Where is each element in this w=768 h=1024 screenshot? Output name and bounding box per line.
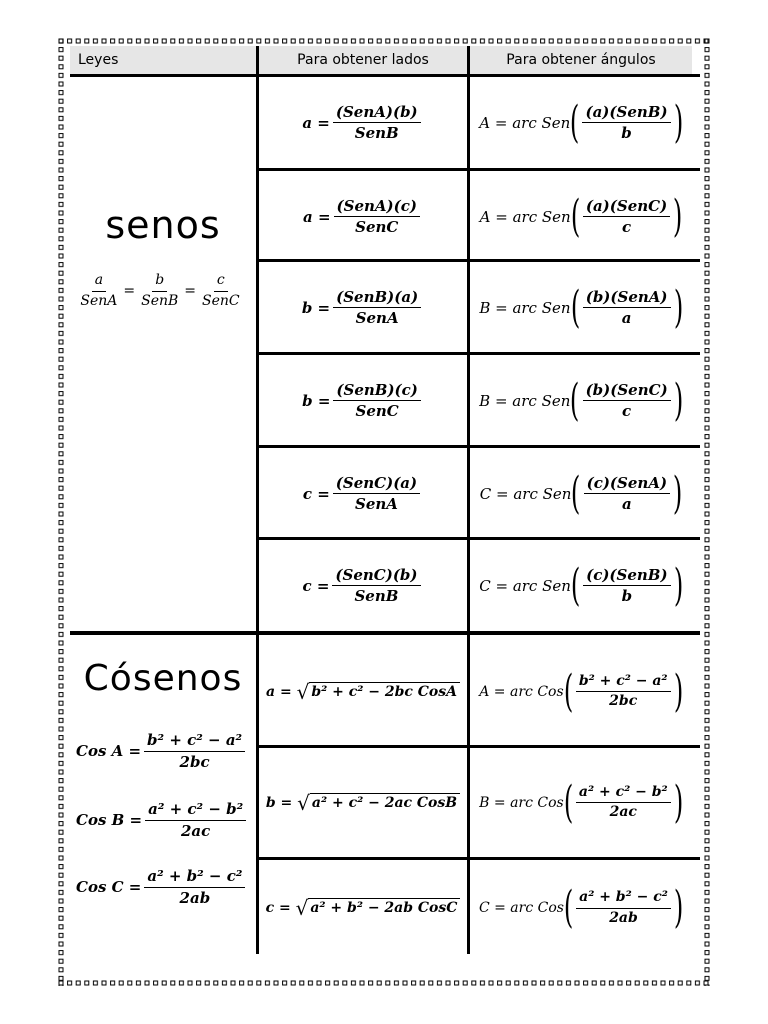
cosenos-side-formula: a = √ b² + c² − 2bc CosA — [259, 638, 467, 745]
senos-angle-formula: A = arc Sen ( $\frac{\text{(a)(SenC)}}{c}$ ) — [479, 190, 683, 242]
cosenos-law-b: Cos B = $\frac{\text{a² + c² − b²}}{2ac}$ — [62, 791, 256, 849]
cosenos-side-formula: c = √ a² + b² − 2ab CosC — [259, 860, 467, 956]
cosenos-angle-formula: A = arc Cos ( $\frac{\text{b² + c² − a²}}{2bc}$ ) — [479, 665, 683, 717]
cosenos-title: Cósenos — [83, 657, 243, 699]
senos-title: senos — [105, 203, 221, 247]
senos-law: $\frac{a}{\text{SenA}}$ = $\frac{b}{\text{SenB}}$ = $\frac{c}{\text{SenC}}$ — [80, 272, 240, 309]
senos-angle-formula: A = arc Sen ( $\frac{\text{(a)(SenB)}}{b}$ ) — [479, 96, 683, 148]
cosenos-angle-formula: B = arc Cos ( $\frac{\text{a² + c² − b²}}{2ac}$ ) — [479, 776, 683, 828]
dotted-border-bottom — [58, 980, 710, 986]
senos-angle-formula: B = arc Sen ( $\frac{\text{(b)(SenC)}}{c}$ ) — [479, 374, 683, 426]
header-lados: Para obtener lados — [259, 46, 467, 74]
dotted-border-right — [704, 38, 710, 986]
cosenos-law-a: Cos A = $\frac{\text{b² + c² − a²}}{2bc}$ — [62, 722, 256, 780]
section-rule — [70, 631, 700, 635]
senos-side-formula: c = $\frac{\text{(SenC)(b)}}{\text{SenB}}$ — [259, 540, 467, 631]
header-angulos: Para obtener ángulos — [470, 46, 692, 74]
senos-side-formula: a = $\frac{\text{(SenA)(c)}}{\text{SenC}}$ — [259, 171, 467, 262]
senos-angle-formula: C = arc Sen ( $\frac{\text{(c)(SenA)}}{a}$ ) — [479, 467, 683, 519]
cosenos-angle-formula: C = arc Cos ( $\frac{\text{a² + b² − c²}}{2ab}$ ) — [478, 882, 684, 933]
senos-angle-formula: C = arc Sen ( $\frac{\text{(c)(SenB)}}{b}$ ) — [479, 559, 683, 611]
senos-side-formula: c = $\frac{\text{(SenC)(a)}}{\text{SenA}}$ — [259, 448, 467, 539]
cosenos-law-c: Cos C = $\frac{\text{a² + b² − c²}}{2ab}$ — [62, 858, 256, 916]
senos-side-formula: a = $\frac{\text{(SenA)(b)}}{\text{SenB}}$ — [259, 77, 467, 168]
senos-side-formula: b = $\frac{\text{(SenB)(c)}}{\text{SenC}}$ — [259, 355, 467, 446]
header-leyes: Leyes — [70, 46, 256, 74]
cosenos-side-formula: b = √ a² + c² − 2ac CosB — [259, 748, 467, 857]
dotted-border-top — [58, 38, 710, 44]
senos-side-formula: b = $\frac{\text{(SenB)(a)}}{\text{SenA}}$ — [259, 262, 467, 353]
senos-angle-formula: B = arc Sen ( $\frac{\text{(b)(SenA)}}{a}$ ) — [479, 281, 683, 333]
